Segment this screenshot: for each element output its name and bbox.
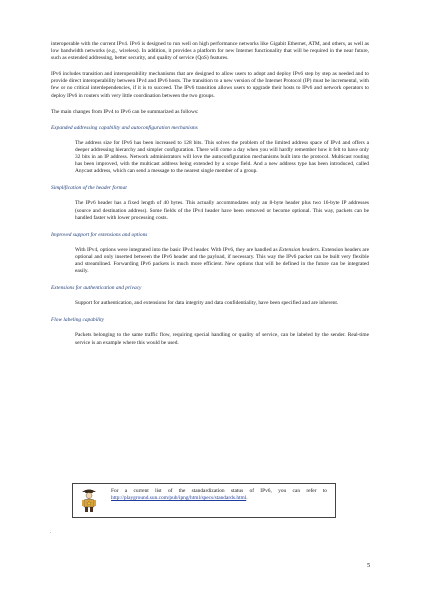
note-text: For a current list of the standardization status of IPv6, you can refer to bbox=[111, 488, 327, 494]
sheriff-figure-icon bbox=[79, 486, 99, 514]
section-heading-flow-labeling: Flow labeling capability bbox=[51, 317, 105, 324]
extensions-text-start: With IPv4, options were integrated into the basic IPv4 header. With IPv6, they are handled as bbox=[75, 246, 279, 253]
stray-mark: . bbox=[50, 530, 52, 535]
intro-paragraph-1: interoperable with the current IPv4. IPv6 is designed to run well on high performance networks like Gigabit Ethernet, ATM, and others, as well as low bandwidth networks (e.g., wireless). In addition, it provides a platform for new Internet functionality that will be required in the near future, such as extended addressing, better security, and quality of service (QoS) features. bbox=[51, 41, 369, 62]
section-text-header-format: The IPv6 header has a fixed length of 40 bytes. This actually accommodates only an 8-byte header plus two 16-byte IP addresses (source and destination address). Some fields of the IPv4 header have been removed or become optional. This way, packets can be handled faster with lower processing costs. bbox=[75, 200, 369, 221]
section-heading-extensions: Improved support for extensions and options bbox=[51, 231, 148, 238]
extensions-text-end: . Extension headers are optional and only inserted between the IPv6 header and the payload, if necessary. This way the IPv6 packet can be built very flexible and streamlined. Forwarding IPv6 packets is much more efficient. New options that will be defined in the future can be integrated easily. bbox=[75, 246, 369, 275]
section-heading-addressing: Expanded addressing capability and autoconfiguration mechanisms bbox=[51, 124, 198, 131]
extension-headers-term: Extension headers bbox=[278, 246, 319, 253]
section-text-extensions bbox=[75, 247, 369, 275]
reference-note-text bbox=[111, 488, 327, 502]
intro-paragraph-2: IPv6 includes transition and interoperability mechanisms that are designed to allow users to adopt and deploy IPv6 step by step as needed and to provide direct interoperability between IPv4 and IPv6 hosts. The transition to a new version of the Internet Protocol (IP) must be incremental, with few or no critical interdependencies, if it is to succeed. The IPv6 transition allows users to upgrade their hosts to IPv6 and network operators to deploy IPv6 in routers with very little coordination between the two groups. bbox=[51, 71, 369, 99]
section-heading-authentication: Extensions for authentication and privacy bbox=[51, 285, 142, 292]
section-heading-header-format: Simplification of the header format bbox=[51, 185, 127, 192]
standards-link[interactable]: http://playground.sun.com/pub/ipng/html/specs/standards.html bbox=[111, 495, 247, 502]
summary-lead-paragraph: The main changes from IPv4 to IPv6 can be summarized as follows: bbox=[51, 108, 199, 115]
page-number: 5 bbox=[367, 562, 371, 569]
note-end-period: . bbox=[246, 495, 248, 502]
section-text-addressing: The address size for IPv6 has been increased to 128 bits. This solves the problem of the limited address space of IPv4 and offers a deeper addressing hierarchy and simpler configuration. There will come a day when you will hardly remember how it felt to have only 32 bits in an IP address. Network administrators will love the autoconfiguration mechanisms built into the protocol. Multicast routing has been improved, with the multicast address being extended by a scope field. And a new address type has been introduced, called Anycast address, which can send a message to the nearest single member of a group. bbox=[75, 139, 369, 175]
reference-note-box bbox=[72, 483, 336, 518]
page-content bbox=[51, 41, 369, 347]
section-text-authentication: Support for authentication, and extensions for data integrity and data confidentiality, have been specified and are inherent. bbox=[75, 300, 339, 307]
section-text-flow-labeling: Packets belonging to the same traffic flow, requiring special handling or quality of service, can be labeled by the sender. Real-time service is an example where this would be used. bbox=[75, 332, 369, 346]
